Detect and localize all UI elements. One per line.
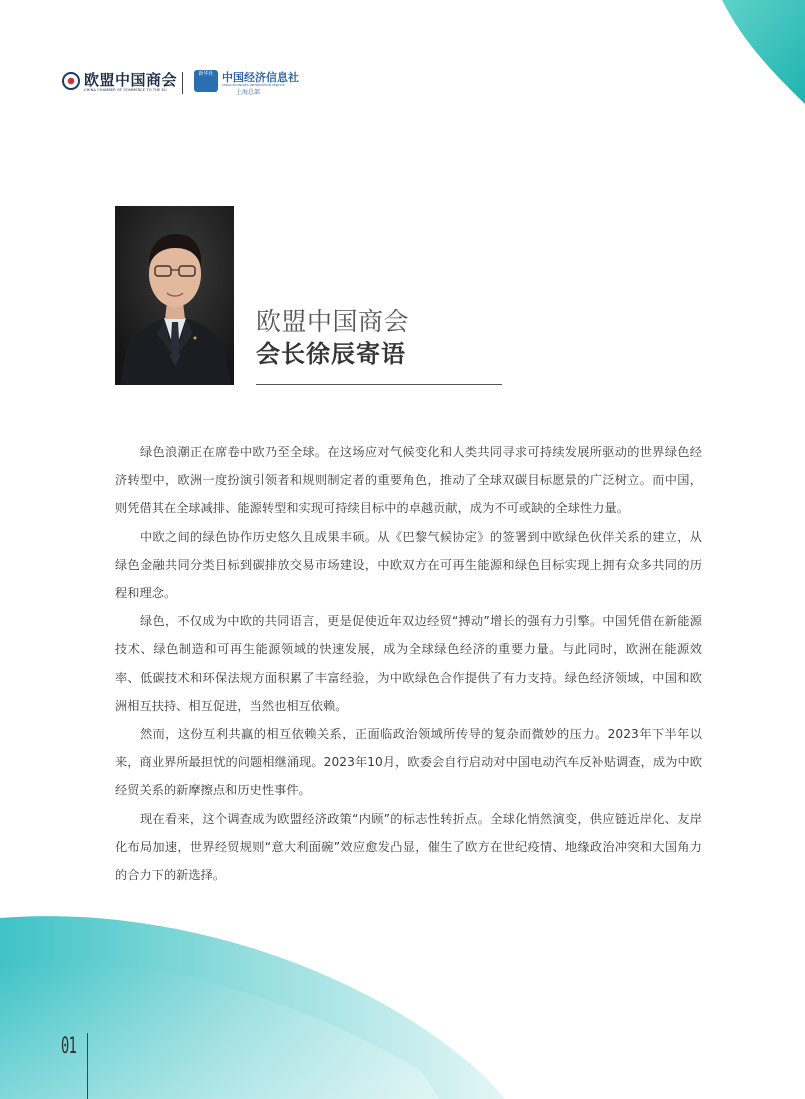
page-number: 01: [61, 1034, 77, 1059]
top-right-corner-shape: [722, 0, 805, 104]
paragraph: 绿色，不仅成为中欧的共同语言，更是促使近年双边经贸“搏动”增长的强有力引擎。中国凭借在新能源技术、绿色制造和可再生能源领域的快速发展，成为全球绿色经济的重要力量。与此同时，欧洲在能源效率、低碳技术和环保法规方面积累了丰富经验，为中欧绿色合作提供了有力支持。绿色经济领域，中国和欧洲相互扶持、相互促进，当然也相互依赖。: [115, 614, 702, 713]
xinhua-logo-subtitle: CHINA ECONOMIC INFORMATION SERVICE: [222, 83, 285, 87]
logo-divider: [182, 72, 183, 94]
eucc-logo-name: 欧盟中国商会: [84, 71, 178, 89]
xinhua-badge-icon: 新华社: [194, 70, 218, 92]
paragraph: 中欧之间的绿色协作历史悠久且成果丰硕。从《巴黎气候协定》的签署到中欧绿色伙伴关系的建立，从绿色金融共同分类目标到碳排放交易市场建设，中欧双方在可再生能源和绿色目标实现上拥有众多共同的历程和理念。: [115, 529, 702, 601]
message-body: [115, 438, 702, 889]
xinhua-logo-branch: 上海总部: [236, 89, 261, 96]
portrait-photo: [115, 206, 234, 385]
eucc-seal-icon: [62, 72, 80, 90]
eucc-logo-subtitle: CHINA CHAMBER OF COMMERCE TO THE EU: [84, 88, 167, 92]
xinhua-logo: [194, 70, 304, 98]
title-heading: 会长徐辰寄语: [256, 340, 406, 368]
eucc-logo: [62, 71, 177, 97]
xinhua-logo-name: 中国经济信息社: [222, 71, 299, 84]
paragraph: 绿色浪潮正在席卷中欧乃至全球。在这场应对气候变化和人类共同寻求可持续发展所驱动的世界绿色经济转型中，欧洲一度扮演引领者和规则制定者的重要角色，推动了全球双碳目标愿景的广泛树立。而中国，则凭借其在全球减排、能源转型和实现可持续目标中的卓越贡献，成为不可或缺的全球性力量。: [115, 445, 702, 516]
paragraph: 现在看来，这个调查成为欧盟经济政策“内顾”的标志性转折点。全球化悄然演变，供应链近岸化、友岸化布局加速，世界经贸规则“意大利面碗”效应愈发凸显，催生了欧方在世纪疫情、地缘政治冲突和大国角力的合力下的新选择。: [115, 811, 702, 883]
paragraph: 然而，这份互利共赢的相互依赖关系，正面临政治领域所传导的复杂而微妙的压力。2023年下半年以来，商业界所最担忧的问题相继涌现。2023年10月，欧委会自行启动对中国电动汽车反补贴调查，成为中欧经贸关系的新摩擦点和历史性事件。: [115, 727, 702, 798]
title-underline: [256, 384, 502, 385]
message-title: [256, 306, 409, 370]
title-organization: 欧盟中国商会: [256, 307, 410, 336]
page-number-rule: [87, 1033, 88, 1099]
